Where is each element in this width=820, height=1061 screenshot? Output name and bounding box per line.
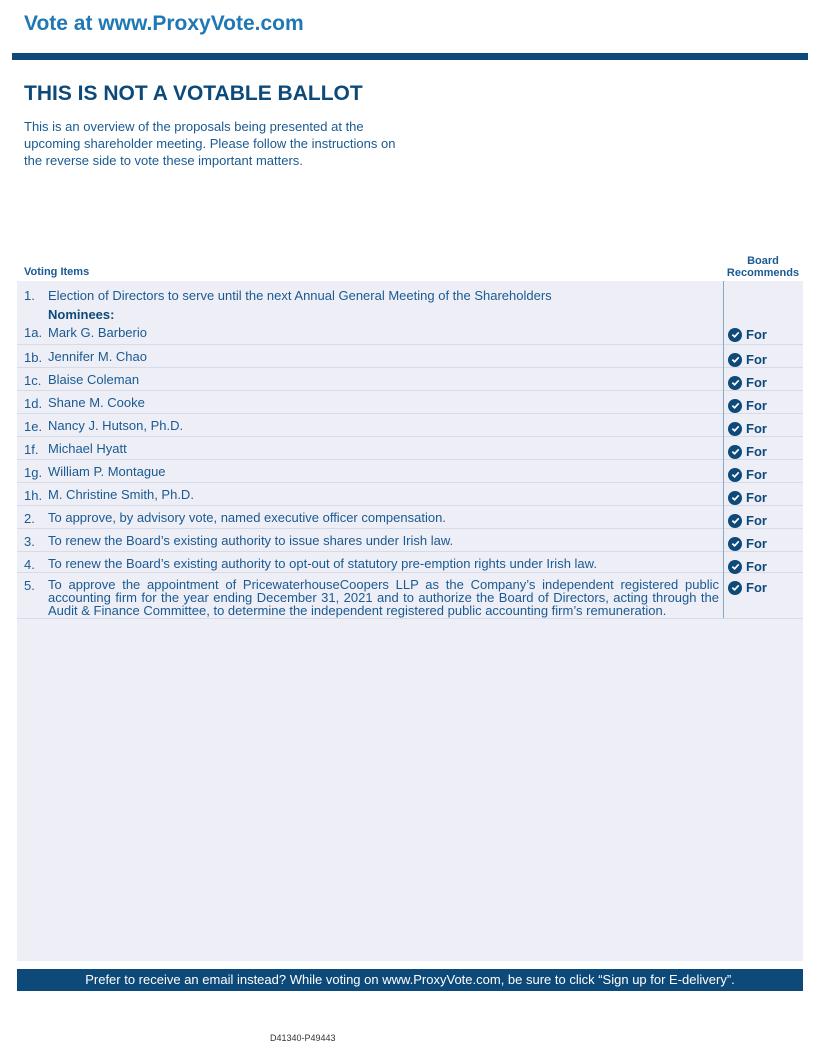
checkmark-icon xyxy=(728,537,742,551)
item-number: 1h. xyxy=(24,488,43,503)
item-number: 1. xyxy=(24,288,35,303)
recommendation-label: For xyxy=(746,559,767,574)
recommendation-label: For xyxy=(746,444,767,459)
recommendation-column-divider xyxy=(723,281,724,618)
voting-item-row xyxy=(17,552,803,573)
item-number: 1b. xyxy=(24,350,43,365)
item-number: 4. xyxy=(24,557,35,572)
voting-item-row xyxy=(17,573,803,619)
item-text: William P. Montague xyxy=(48,464,166,479)
voting-item-row xyxy=(17,414,803,437)
board-header-line1: Board xyxy=(747,255,779,267)
item-text: To approve, by advisory vote, named executive officer compensation. xyxy=(48,510,446,525)
header-divider xyxy=(12,53,808,60)
intro-text: This is an overview of the proposals being presented at the upcoming shareholder meeting. Please follow the instructions on the reverse side to vote these important matters. xyxy=(24,119,396,168)
voting-item-row xyxy=(17,368,803,391)
recommendation-label: For xyxy=(746,398,767,413)
item-number: 2. xyxy=(24,511,35,526)
board-recommendation xyxy=(728,352,767,367)
voting-item-row xyxy=(17,506,803,529)
item-text: To approve the appointment of PricewaterhouseCoopers LLP as the Company’s independent registered public accounting firm for the year ending December 31, 2021 and to authorize the Board of Directors, acting through the Audit & Finance Committee, to determine the independent registered public accounting firm’s remuneration. xyxy=(48,577,719,618)
document-code: D41340-P49443 xyxy=(270,1033,336,1043)
checkmark-icon xyxy=(728,328,742,342)
checkmark-icon xyxy=(728,514,742,528)
board-recommends-column-header xyxy=(720,255,806,279)
proxyvote-header-title: Vote at www.ProxyVote.com xyxy=(24,12,304,35)
recommendation-label: For xyxy=(746,421,767,436)
ballot-heading: THIS IS NOT A VOTABLE BALLOT xyxy=(24,82,363,105)
edelivery-banner: Prefer to receive an email instead? While voting on www.ProxyVote.com, be sure to click “Sign up for E-delivery”. xyxy=(17,969,803,991)
item-number: 1a. xyxy=(24,325,43,340)
recommendation-label: For xyxy=(746,352,767,367)
item-number: 1e. xyxy=(24,419,43,434)
item-number: 1d. xyxy=(24,396,43,411)
checkmark-icon xyxy=(728,560,742,574)
board-recommendation xyxy=(728,398,767,413)
board-recommendation xyxy=(728,375,767,390)
board-recommendation xyxy=(728,580,767,595)
item-text: Election of Directors to serve until the next Annual General Meeting of the Shareholders xyxy=(48,288,552,303)
voting-item-row xyxy=(17,529,803,552)
checkmark-icon xyxy=(728,445,742,459)
voting-items-column-header: Voting Items xyxy=(24,266,90,278)
recommendation-label: For xyxy=(746,513,767,528)
checkmark-icon xyxy=(728,399,742,413)
recommendation-label: For xyxy=(746,536,767,551)
voting-item-row xyxy=(17,391,803,414)
item-text: Jennifer M. Chao xyxy=(48,349,147,364)
voting-item-row xyxy=(17,460,803,483)
checkmark-icon xyxy=(728,422,742,436)
board-recommendation xyxy=(728,421,767,436)
item-number: 5. xyxy=(24,578,35,593)
recommendation-label: For xyxy=(746,490,767,505)
recommendation-label: For xyxy=(746,467,767,482)
board-recommendation xyxy=(728,467,767,482)
item-number: 1c. xyxy=(24,373,42,388)
item-number: 1g. xyxy=(24,465,43,480)
checkmark-icon xyxy=(728,581,742,595)
voting-item-row xyxy=(17,483,803,506)
recommendation-label: For xyxy=(746,327,767,342)
item-text: To renew the Board’s existing authority to opt-out of statutory pre-emption rights under Irish law. xyxy=(48,556,597,571)
item-text: Michael Hyatt xyxy=(48,441,127,456)
item-text: Mark G. Barberio xyxy=(48,325,147,340)
board-recommendation xyxy=(728,327,767,342)
board-recommendation xyxy=(728,444,767,459)
item-number: 3. xyxy=(24,534,35,549)
checkmark-icon xyxy=(728,491,742,505)
board-header-line2: Recommends xyxy=(726,267,800,279)
item-text: Blaise Coleman xyxy=(48,372,140,387)
item-text: Nancy J. Hutson, Ph.D. xyxy=(48,418,184,433)
item-text: M. Christine Smith, Ph.D. xyxy=(48,487,194,502)
checkmark-icon xyxy=(728,468,742,482)
board-recommendation xyxy=(728,559,767,574)
board-recommendation xyxy=(728,490,767,505)
item-number: 1f. xyxy=(24,442,39,457)
voting-item-row xyxy=(17,345,803,368)
voting-item-row xyxy=(17,281,803,345)
checkmark-icon xyxy=(728,353,742,367)
voting-item-row xyxy=(17,437,803,460)
item-text: Shane M. Cooke xyxy=(48,395,145,410)
item-text: To renew the Board’s existing authority to issue shares under Irish law. xyxy=(48,533,454,548)
recommendation-label: For xyxy=(746,375,767,390)
board-recommendation xyxy=(728,536,767,551)
board-recommendation xyxy=(728,513,767,528)
nominees-label: Nominees: xyxy=(48,307,115,322)
recommendation-label: For xyxy=(746,580,767,595)
checkmark-icon xyxy=(728,376,742,390)
